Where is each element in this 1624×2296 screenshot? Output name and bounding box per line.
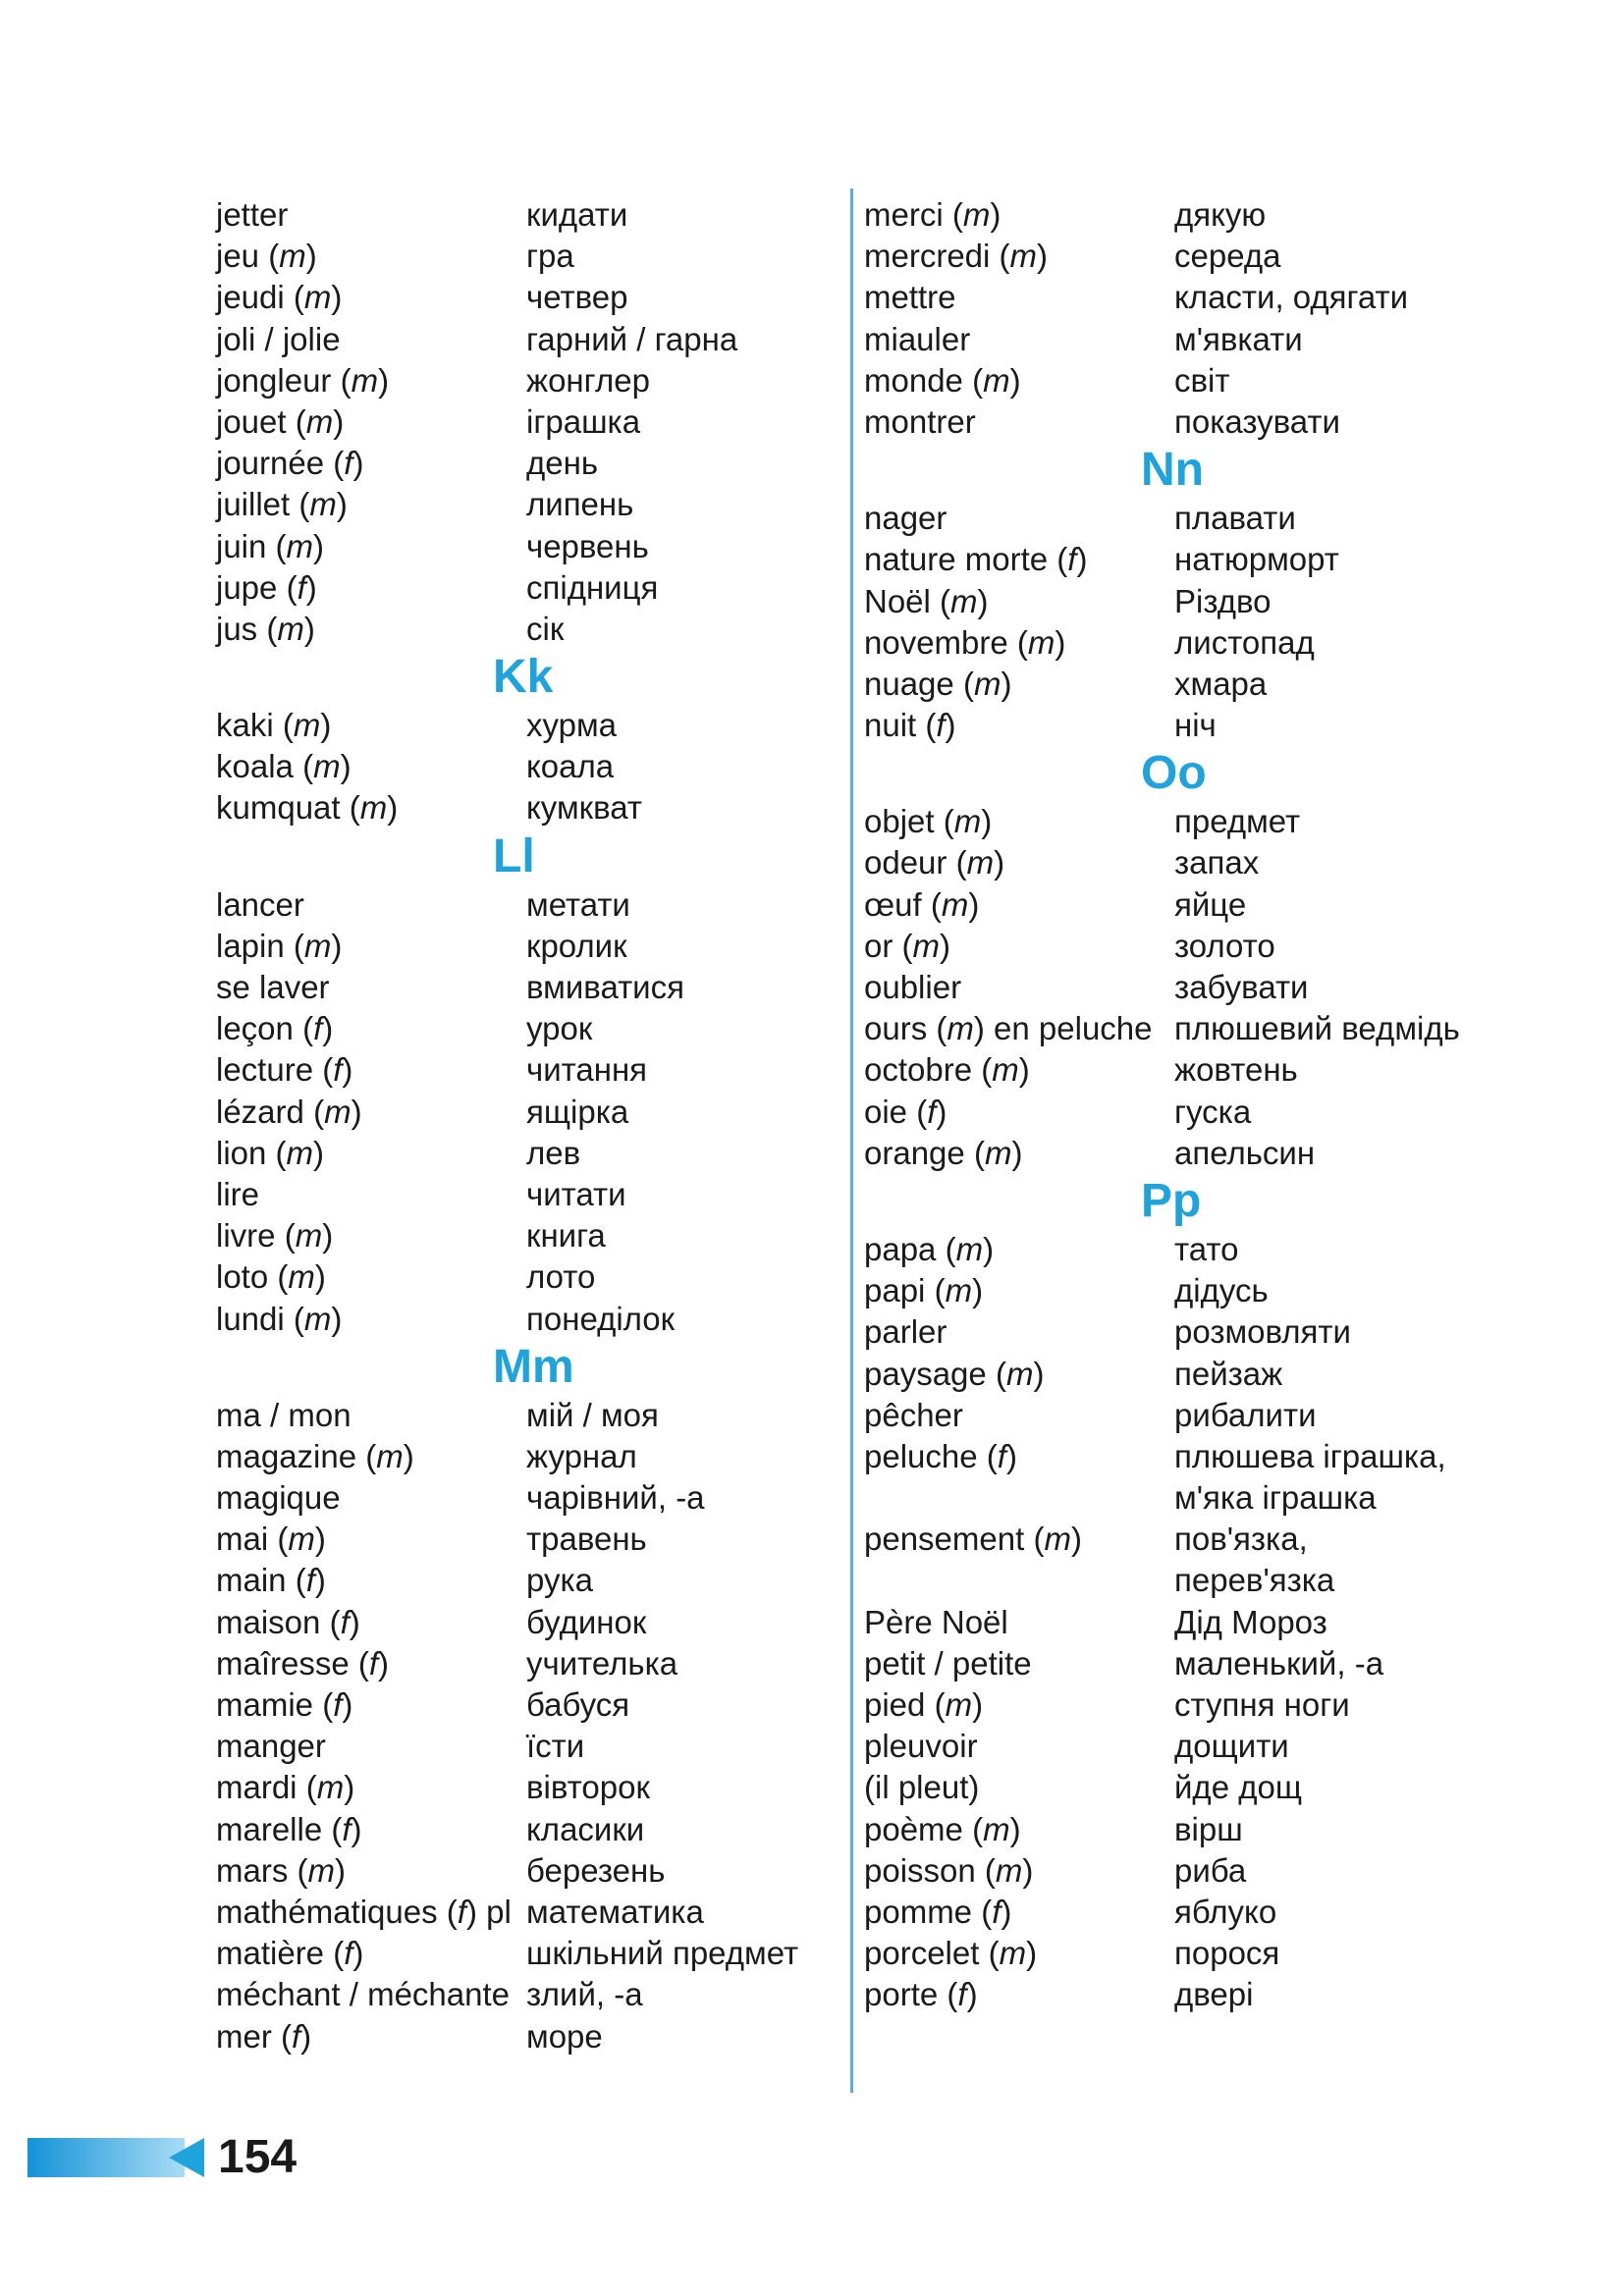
french-word: orange (m) — [864, 1134, 1023, 1171]
french-word: poème (m) — [864, 1810, 1021, 1847]
vocab-entry — [216, 1133, 825, 1174]
french-word: lundi (m) — [216, 1300, 343, 1337]
french-word: ma / mon — [216, 1396, 352, 1433]
vocab-entry — [216, 401, 825, 443]
french-word: jus (m) — [216, 610, 315, 647]
french-word: juin (m) — [216, 527, 325, 564]
ukrainian-translation: учителька — [526, 1644, 678, 1682]
french-word: pomme (f) — [864, 1893, 1012, 1930]
vocab-entry — [864, 1809, 1492, 1850]
vocab-entry — [864, 1643, 1492, 1684]
vocab-entry — [216, 1684, 825, 1726]
vocab-entry — [864, 1436, 1492, 1477]
ukrainian-translation: ящірка — [526, 1093, 629, 1130]
ukrainian-translation: дякую — [1174, 196, 1267, 233]
vocab-entry — [216, 1560, 825, 1601]
ukrainian-translation: риба — [1174, 1851, 1247, 1889]
vocab-entry — [864, 967, 1492, 1008]
french-word: lecture (f) — [216, 1051, 353, 1089]
ukrainian-translation: забувати — [1174, 969, 1309, 1005]
french-word: nuit (f) — [864, 707, 956, 744]
vocab-entry — [216, 484, 825, 525]
vocab-entry — [216, 1974, 825, 2015]
french-word: oublier — [864, 969, 962, 1005]
french-word: montrer — [864, 402, 976, 440]
french-word: lire — [216, 1175, 260, 1212]
ukrainian-translation: кролик — [526, 927, 627, 964]
ukrainian-translation: будинок — [526, 1603, 647, 1640]
ukrainian-translation: їсти — [526, 1728, 585, 1765]
french-word: nager — [864, 500, 947, 537]
ukrainian-translation: Дід Мороз — [1174, 1603, 1327, 1640]
french-word: lézard (m) — [216, 1093, 362, 1130]
french-word: peluche (f) — [864, 1437, 1017, 1474]
ukrainian-translation: натюрморт — [1174, 541, 1339, 578]
ukrainian-translation: сік — [526, 610, 565, 647]
ukrainian-translation: вмиватися — [526, 969, 684, 1005]
ukrainian-translation: м'яка іграшка — [1174, 1479, 1377, 1517]
ukrainian-translation: ступня ноги — [1174, 1686, 1350, 1723]
ukrainian-translation: лото — [526, 1258, 596, 1296]
ukrainian-translation: ніч — [1174, 707, 1217, 744]
vocab-entry — [864, 319, 1492, 360]
ukrainian-translation: гра — [526, 238, 574, 275]
ukrainian-translation: запах — [1174, 844, 1260, 881]
vocab-entry — [216, 1726, 825, 1767]
french-word: pensement (m) — [864, 1521, 1082, 1558]
french-word: pleuvoir — [864, 1728, 978, 1765]
french-word: mamie (f) — [216, 1686, 353, 1723]
vocab-entry — [864, 194, 1492, 236]
vocab-entry — [864, 1684, 1492, 1726]
french-word: papa (m) — [864, 1230, 995, 1267]
french-word: juillet (m) — [216, 486, 348, 523]
french-word: poisson (m) — [864, 1851, 1034, 1889]
ukrainian-translation: апельсин — [1174, 1134, 1316, 1171]
french-word: kumquat (m) — [216, 789, 399, 827]
ukrainian-translation: липень — [526, 486, 634, 523]
vocab-entry — [864, 236, 1492, 277]
french-word: nature morte (f) — [864, 541, 1088, 578]
letter-heading-text: Nn — [1141, 444, 1204, 497]
vocab-entry — [864, 1008, 1492, 1049]
vocab-entry — [864, 1560, 1492, 1601]
french-word: paysage (m) — [864, 1355, 1045, 1392]
vocab-entry — [216, 567, 825, 609]
french-word: manger — [216, 1728, 326, 1765]
ukrainian-translation: жонглер — [526, 361, 650, 399]
vocab-entry — [864, 1092, 1492, 1133]
ukrainian-translation: хурма — [526, 707, 618, 744]
french-word: ours (m) en peluche — [864, 1010, 1153, 1047]
vocab-entry — [864, 1395, 1492, 1436]
ukrainian-translation: рука — [526, 1562, 593, 1599]
vocab-entry — [864, 1519, 1492, 1560]
french-word: jouet (m) — [216, 402, 345, 440]
vocab-entry — [216, 526, 825, 567]
vocab-entry — [216, 1933, 825, 1974]
vocab-entry — [216, 1850, 825, 1892]
vocab-entry — [216, 1643, 825, 1684]
french-word: se laver — [216, 969, 330, 1005]
letter-heading — [216, 650, 825, 705]
vocab-entry — [864, 1229, 1492, 1270]
french-word: marelle (f) — [216, 1810, 362, 1847]
vocab-entry — [216, 1174, 825, 1215]
french-word: magique — [216, 1479, 341, 1517]
vocab-entry — [216, 1395, 825, 1436]
french-word: joli / jolie — [216, 320, 341, 357]
ukrainian-translation: плюшева іграшка, — [1174, 1437, 1446, 1474]
vocab-entry — [864, 1354, 1492, 1395]
ukrainian-translation: урок — [526, 1010, 593, 1047]
vocab-entry — [216, 2016, 825, 2057]
french-word: mardi (m) — [216, 1769, 355, 1806]
vocab-entry — [216, 1477, 825, 1519]
vocab-entry — [864, 539, 1492, 580]
letter-heading — [216, 1340, 825, 1395]
french-word: jongleur (m) — [216, 361, 390, 399]
vocab-entry — [216, 926, 825, 967]
ukrainian-translation: класики — [526, 1810, 645, 1847]
vocab-entry — [216, 1049, 825, 1091]
ukrainian-translation: пейзаж — [1174, 1355, 1283, 1392]
french-word: odeur (m) — [864, 844, 1005, 881]
ukrainian-translation: кумкват — [526, 789, 642, 827]
french-word: lancer — [216, 885, 304, 923]
vocab-entry — [864, 581, 1492, 622]
ukrainian-translation: м'явкати — [1174, 320, 1303, 357]
ukrainian-translation: показувати — [1174, 402, 1340, 440]
ukrainian-translation: читати — [526, 1175, 626, 1212]
ukrainian-translation: світ — [1174, 361, 1230, 399]
vocab-entry — [864, 498, 1492, 539]
vocab-entry — [216, 1215, 825, 1256]
ukrainian-translation: травень — [526, 1521, 647, 1558]
ukrainian-translation: маленький, -а — [1174, 1644, 1384, 1682]
footer-gradient-bar — [27, 2138, 185, 2177]
vocab-entry — [864, 801, 1492, 842]
vocab-entry — [216, 277, 825, 318]
ukrainian-translation: порося — [1174, 1935, 1280, 1972]
ukrainian-translation: вірш — [1174, 1810, 1243, 1847]
ukrainian-translation: шкільний предмет — [526, 1935, 799, 1972]
french-word: porcelet (m) — [864, 1935, 1038, 1972]
french-word: octobre (m) — [864, 1051, 1030, 1089]
vocab-entry — [864, 277, 1492, 318]
ukrainian-translation: розмовляти — [1174, 1313, 1351, 1351]
french-word: or (m) — [864, 927, 951, 964]
vocab-entry — [216, 967, 825, 1008]
ukrainian-translation: книга — [526, 1217, 606, 1255]
ukrainian-translation: хмара — [1174, 665, 1268, 702]
page-number: 154 — [218, 2131, 298, 2183]
french-word: jeu (m) — [216, 238, 317, 275]
french-word: koala (m) — [216, 748, 352, 785]
french-word: méchant / méchante — [216, 1976, 510, 2013]
french-word: mettre — [864, 279, 956, 316]
vocab-entry — [864, 926, 1492, 967]
vocab-entry — [864, 1933, 1492, 1974]
vocab-entry — [216, 705, 825, 746]
ukrainian-translation: вівторок — [526, 1769, 650, 1806]
left-column — [216, 194, 825, 2057]
ukrainian-translation: гарний / гарна — [526, 320, 738, 357]
french-word: journée (f) — [216, 445, 364, 482]
french-word: mars (m) — [216, 1851, 346, 1889]
vocab-entry — [864, 622, 1492, 664]
french-word: lion (m) — [216, 1134, 325, 1171]
ukrainian-translation: плюшевий ведмідь — [1174, 1010, 1460, 1047]
french-word: matière (f) — [216, 1935, 364, 1972]
vocab-entry — [864, 1049, 1492, 1091]
vocab-entry — [864, 1270, 1492, 1311]
vocab-entry — [864, 401, 1492, 443]
ukrainian-translation: червень — [526, 527, 649, 564]
french-word: objet (m) — [864, 803, 993, 840]
ukrainian-translation: класти, одягати — [1174, 279, 1409, 316]
vocab-entry — [216, 319, 825, 360]
french-word: miauler — [864, 320, 971, 357]
letter-heading — [864, 1174, 1492, 1229]
ukrainian-translation: дощити — [1174, 1728, 1289, 1765]
vocab-entry — [864, 1602, 1492, 1643]
ukrainian-translation: море — [526, 2017, 603, 2055]
french-word: pied (m) — [864, 1686, 984, 1723]
ukrainian-translation: плавати — [1174, 500, 1296, 537]
french-word: Père Noël — [864, 1603, 1008, 1640]
ukrainian-translation: читання — [526, 1051, 648, 1089]
ukrainian-translation: мій / моя — [526, 1396, 659, 1433]
vocab-entry — [216, 1809, 825, 1850]
french-word: (il pleut) — [864, 1769, 980, 1806]
ukrainian-translation: четвер — [526, 279, 628, 316]
french-word: maîresse (f) — [216, 1644, 390, 1682]
french-word: mathématiques (f) pl — [216, 1893, 512, 1930]
right-column — [864, 194, 1492, 2016]
vocab-entry — [864, 1767, 1492, 1808]
french-word: jeudi (m) — [216, 279, 343, 316]
column-divider — [850, 188, 853, 2093]
french-word: jupe (f) — [216, 568, 317, 606]
ukrainian-translation: йде дощ — [1174, 1769, 1302, 1806]
vocab-entry — [864, 884, 1492, 926]
ukrainian-translation: понеділок — [526, 1300, 676, 1337]
vocab-entry — [216, 787, 825, 828]
french-word: monde (m) — [864, 361, 1021, 399]
french-word: kaki (m) — [216, 707, 332, 744]
vocab-entry — [216, 1092, 825, 1133]
french-word: maison (f) — [216, 1603, 360, 1640]
ukrainian-translation: жовтень — [1174, 1051, 1298, 1089]
footer-arrow-icon — [169, 2138, 204, 2177]
french-word: parler — [864, 1313, 947, 1351]
vocab-entry — [864, 1974, 1492, 2015]
ukrainian-translation: Різдво — [1174, 582, 1272, 619]
vocab-entry — [216, 1892, 825, 1933]
vocab-entry — [216, 1436, 825, 1477]
ukrainian-translation: золото — [1174, 927, 1275, 964]
french-word: merci (m) — [864, 196, 1001, 233]
french-word: livre (m) — [216, 1217, 334, 1255]
ukrainian-translation: коала — [526, 748, 615, 785]
french-word: petit / petite — [864, 1644, 1032, 1682]
vocab-entry — [216, 1602, 825, 1643]
vocab-entry — [864, 664, 1492, 705]
french-word: nuage (m) — [864, 665, 1012, 702]
ukrainian-translation: день — [526, 445, 599, 482]
vocab-entry — [216, 884, 825, 926]
letter-heading-text: Ll — [493, 829, 535, 882]
ukrainian-translation: тато — [1174, 1230, 1239, 1267]
ukrainian-translation: дідусь — [1174, 1272, 1269, 1309]
ukrainian-translation: метати — [526, 885, 630, 923]
vocab-entry — [216, 1767, 825, 1808]
vocab-entry — [216, 609, 825, 650]
letter-heading — [864, 746, 1492, 801]
letter-heading-text: Pp — [1141, 1174, 1202, 1227]
ukrainian-translation: чарівний, -а — [526, 1479, 705, 1517]
vocab-entry — [864, 1850, 1492, 1892]
ukrainian-translation: яйце — [1174, 885, 1247, 923]
french-word: magazine (m) — [216, 1437, 414, 1474]
ukrainian-translation: гуска — [1174, 1093, 1252, 1130]
vocab-entry — [216, 746, 825, 787]
ukrainian-translation: злий, -а — [526, 1976, 643, 2013]
ukrainian-translation: перев'язка — [1174, 1562, 1335, 1599]
ukrainian-translation: березень — [526, 1851, 666, 1889]
vocab-entry — [864, 842, 1492, 883]
ukrainian-translation: бабуся — [526, 1686, 630, 1723]
ukrainian-translation: рибалити — [1174, 1396, 1317, 1433]
french-word: mer (f) — [216, 2017, 312, 2055]
french-word: papi (m) — [864, 1272, 984, 1309]
french-word: jetter — [216, 196, 289, 233]
ukrainian-translation: середа — [1174, 238, 1281, 275]
ukrainian-translation: спідниця — [526, 568, 659, 606]
vocab-entry — [864, 1726, 1492, 1767]
letter-heading-text: Oo — [1141, 747, 1207, 800]
vocab-entry — [216, 1299, 825, 1340]
ukrainian-translation: журнал — [526, 1437, 637, 1474]
letter-heading — [864, 443, 1492, 498]
french-word: loto (m) — [216, 1258, 326, 1296]
french-word: main (f) — [216, 1562, 326, 1599]
french-word: lapin (m) — [216, 927, 343, 964]
vocab-entry — [216, 236, 825, 277]
french-word: mercredi (m) — [864, 238, 1049, 275]
ukrainian-translation: яблуко — [1174, 1893, 1277, 1930]
vocab-entry — [864, 1892, 1492, 1933]
vocab-entry — [216, 1519, 825, 1560]
vocab-entry — [216, 443, 825, 484]
french-word: porte (f) — [864, 1976, 978, 2013]
vocab-entry — [864, 1477, 1492, 1519]
ukrainian-translation: лев — [526, 1134, 581, 1171]
ukrainian-translation: кидати — [526, 196, 628, 233]
ukrainian-translation: іграшка — [526, 402, 641, 440]
french-word: Noël (m) — [864, 582, 989, 619]
french-word: œuf (m) — [864, 885, 980, 923]
ukrainian-translation: пов'язка, — [1174, 1521, 1308, 1558]
vocab-entry — [864, 360, 1492, 401]
letter-heading — [216, 829, 825, 884]
ukrainian-translation: листопад — [1174, 623, 1315, 661]
letter-heading-text: Kk — [493, 651, 554, 704]
vocab-entry — [864, 705, 1492, 746]
vocab-entry — [216, 1256, 825, 1298]
vocab-entry — [864, 1311, 1492, 1353]
vocab-entry — [864, 1133, 1492, 1174]
french-word: mai (m) — [216, 1521, 326, 1558]
letter-heading-text: Mm — [493, 1340, 574, 1393]
vocab-entry — [216, 194, 825, 236]
french-word: leçon (f) — [216, 1010, 334, 1047]
vocab-entry — [216, 360, 825, 401]
vocab-entry — [216, 1008, 825, 1049]
ukrainian-translation: предмет — [1174, 803, 1301, 840]
french-word: novembre (m) — [864, 623, 1066, 661]
french-word: oie (f) — [864, 1093, 947, 1130]
ukrainian-translation: математика — [526, 1893, 704, 1930]
ukrainian-translation: двері — [1174, 1976, 1254, 2013]
french-word: pêcher — [864, 1396, 963, 1433]
